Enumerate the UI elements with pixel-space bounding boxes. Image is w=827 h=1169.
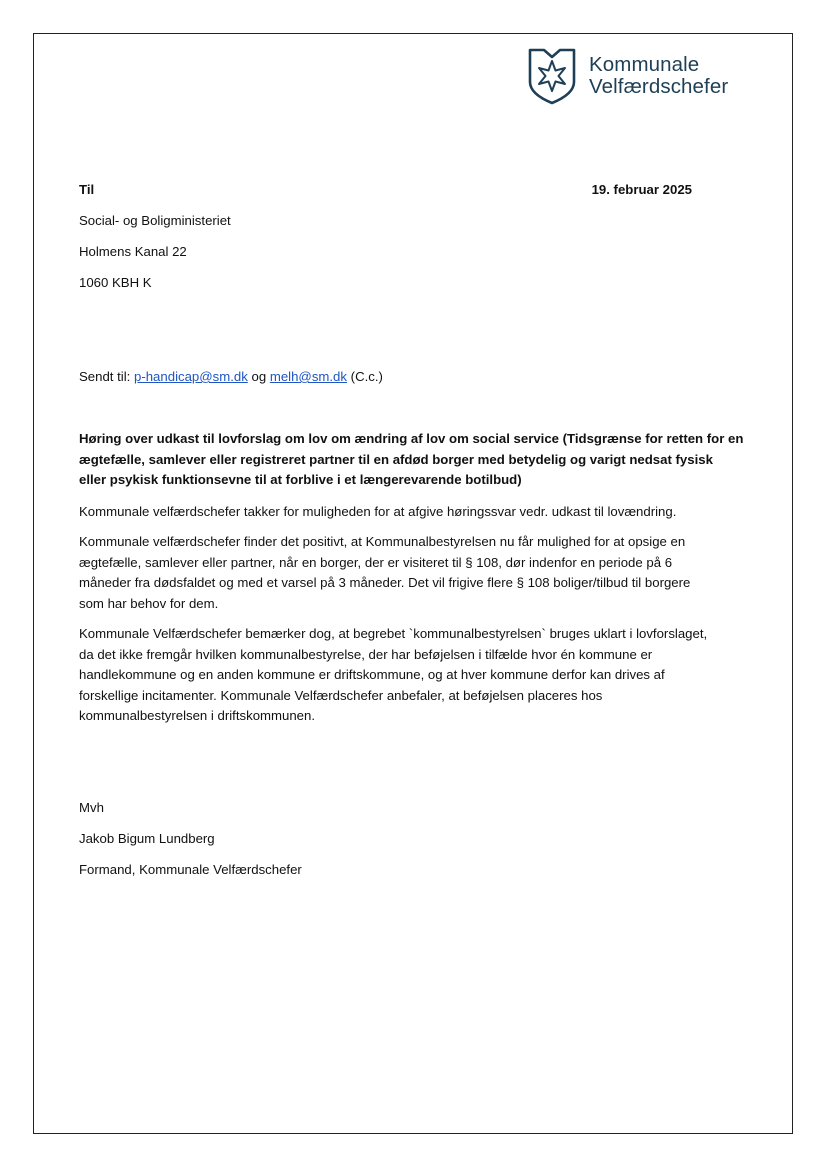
paragraph-line: ægtefælle, samlever eller partner, når en borger, der er visiteret til § 108, dør indenfor en periode på 6	[79, 554, 673, 570]
signer-title: Formand, Kommunale Velfærdschefer	[79, 862, 302, 877]
subject-heading	[79, 429, 751, 491]
signer-name: Jakob Bigum Lundberg	[79, 831, 215, 846]
subject-line: ægtefælle, samlever eller registreret partner til en afdød borger med betydelig og varigt nedsat fysisk	[79, 451, 713, 467]
sent-to-label: Sendt til:	[79, 369, 131, 384]
email-link-melh[interactable]: melh@sm.dk	[269, 369, 347, 384]
recipient-street: Holmens Kanal 22	[79, 244, 187, 259]
to-label: Til	[79, 182, 95, 197]
closing-greeting: Mvh	[79, 800, 104, 815]
logo-wordmark	[589, 54, 728, 98]
paragraph-line: da det ikke fremgår hvilken kommunalbestyrelse, der har beføjelsen i tilfælde hvor én kommune er	[79, 646, 653, 662]
recipient-name: Social- og Boligministeriet	[79, 213, 231, 228]
subject-line: eller psykisk funktionsevne til at forblive i et længerevarende botilbud)	[79, 472, 522, 487]
paragraph-line: kommunalbestyrelsen i driftskommunen.	[79, 708, 316, 723]
shield-star-logo-icon	[527, 46, 577, 106]
cc-note: (C.c.)	[350, 369, 383, 384]
logo-line-1: Kommunale	[589, 53, 700, 76]
organization-logo	[527, 46, 728, 106]
logo-line-2: Velfærdschefer	[589, 75, 729, 98]
sent-to-conjunction: og	[251, 369, 267, 384]
sent-to-line	[79, 367, 383, 388]
subject-line: Høring over udkast til lovforslag om lov om ændring af lov om social service (Tidsgrænse for retten for en	[79, 431, 744, 446]
paragraph-line: måneder fra dødsfaldet og med et varsel på 3 måneder. Det vil frigive flere § 108 boliger/tilbud til borgere	[79, 575, 691, 590]
paragraph-line: Kommunale velfærdschefer takker for muligheden for at afgive høringssvar vedr. udkast til lovændring.	[79, 504, 677, 519]
paragraph-line: som har behov for dem.	[79, 595, 219, 611]
paragraph-thanks	[79, 502, 751, 523]
letter-date: 19. februar 2025	[591, 182, 692, 197]
paragraph-remark	[79, 624, 751, 727]
paragraph-positive	[79, 532, 751, 614]
paragraph-line: Kommunale Velfærdschefer bemærker dog, at begrebet `kommunalbestyrelsen` bruges uklart i lovforslaget,	[79, 626, 708, 641]
paragraph-line: Kommunale velfærdschefer finder det positivt, at Kommunalbestyrelsen nu får mulighed for at opsige en	[79, 534, 686, 549]
recipient-postal: 1060 KBH K	[79, 275, 152, 290]
email-link-p-handicap[interactable]: p-handicap@sm.dk	[134, 369, 248, 384]
paragraph-line: forskellige incitamenter. Kommunale Velfærdschefer anbefaler, at beføjelsen placeres hos	[79, 687, 603, 703]
paragraph-line: handlekommune og en anden kommune er driftskommune, og at hver kommune derfor kan drives af	[79, 667, 665, 682]
